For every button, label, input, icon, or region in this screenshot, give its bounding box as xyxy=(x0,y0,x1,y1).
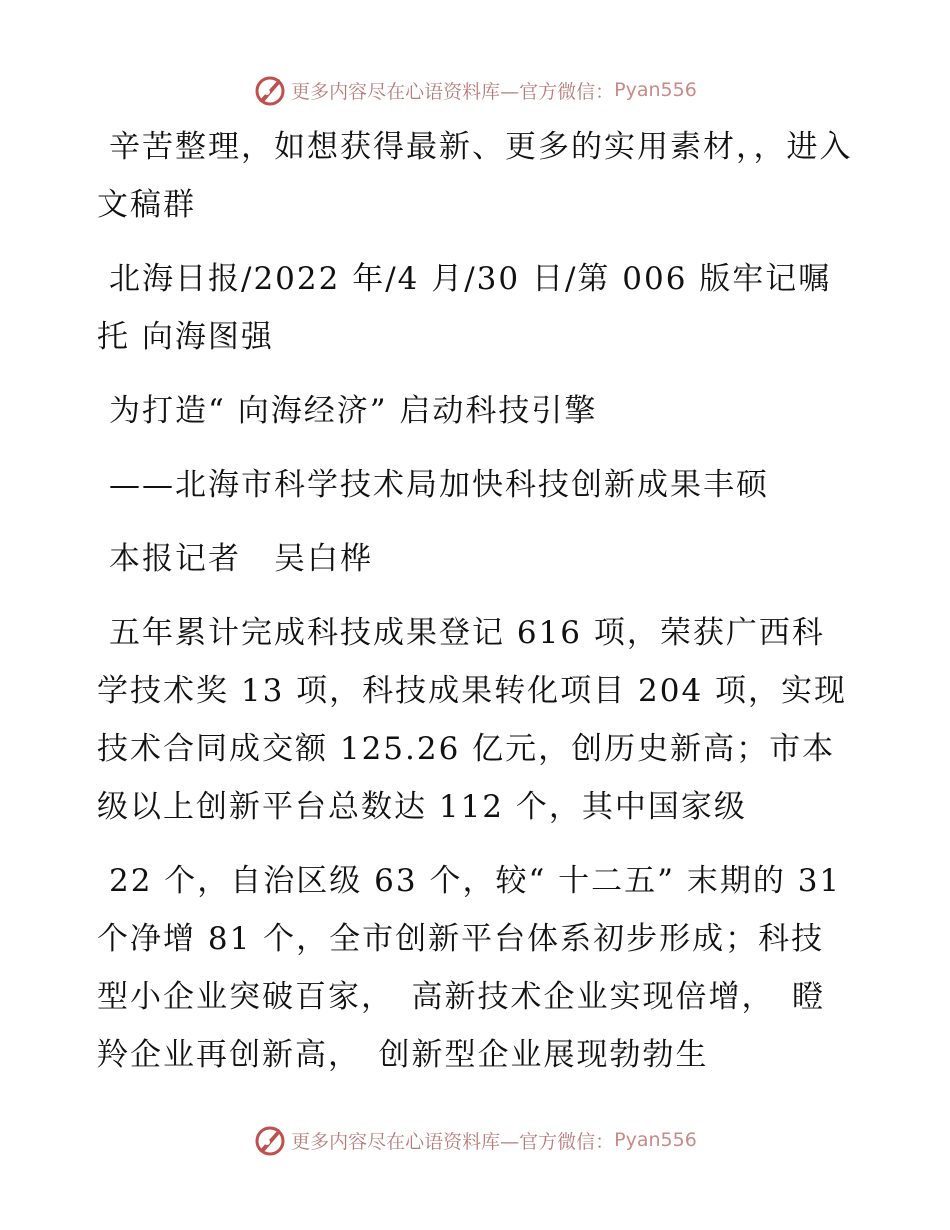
body-paragraph: 五年累计完成科技成果登记 616 项，荣获广西科学技术奖 13 项，科技成果转化项目 204 项，实现技术合同成交额 125.26 亿元，创历史新高；市本级以上创新平台总数达 112 个，其中国家级 xyxy=(97,615,848,825)
header-watermark xyxy=(0,70,950,110)
source-line: 北海日报/2022 年/4 月/30 日/第 006 版牢记嘱托 向海图强 xyxy=(97,261,832,355)
watermark-text: 更多内容尽在心语资料库—官方微信： xyxy=(291,80,615,103)
byline: 本报记者 吴白桦 xyxy=(109,541,373,577)
article-subtitle: ——北海市科学技术局加快科技创新成果丰硕 xyxy=(109,467,769,503)
quill-logo-icon xyxy=(253,73,287,107)
body-paragraph: 22 个，自治区级 63 个，较“ 十二五” 末期的 31 个净增 81 个，全市创新平台体系初步形成；科技型小企业突破百家， 高新技术企业实现倍增， 瞪羚企业再创新高， 创新型企业展现勃勃生 xyxy=(97,863,842,1073)
watermark-text: 更多内容尽在心语资料库—官方微信： xyxy=(291,1130,615,1153)
watermark-wechat-id: Pyan556 xyxy=(614,79,697,101)
document-body xyxy=(97,118,857,1100)
quill-logo-icon xyxy=(253,1123,287,1157)
footer-watermark xyxy=(0,1120,950,1160)
intro-notice: 辛苦整理，如想获得最新、更多的实用素材，，进入文稿群 xyxy=(97,129,853,223)
article-title: 为打造“ 向海经济” 启动科技引擎 xyxy=(109,393,598,429)
watermark-wechat-id: Pyan556 xyxy=(614,1129,697,1151)
